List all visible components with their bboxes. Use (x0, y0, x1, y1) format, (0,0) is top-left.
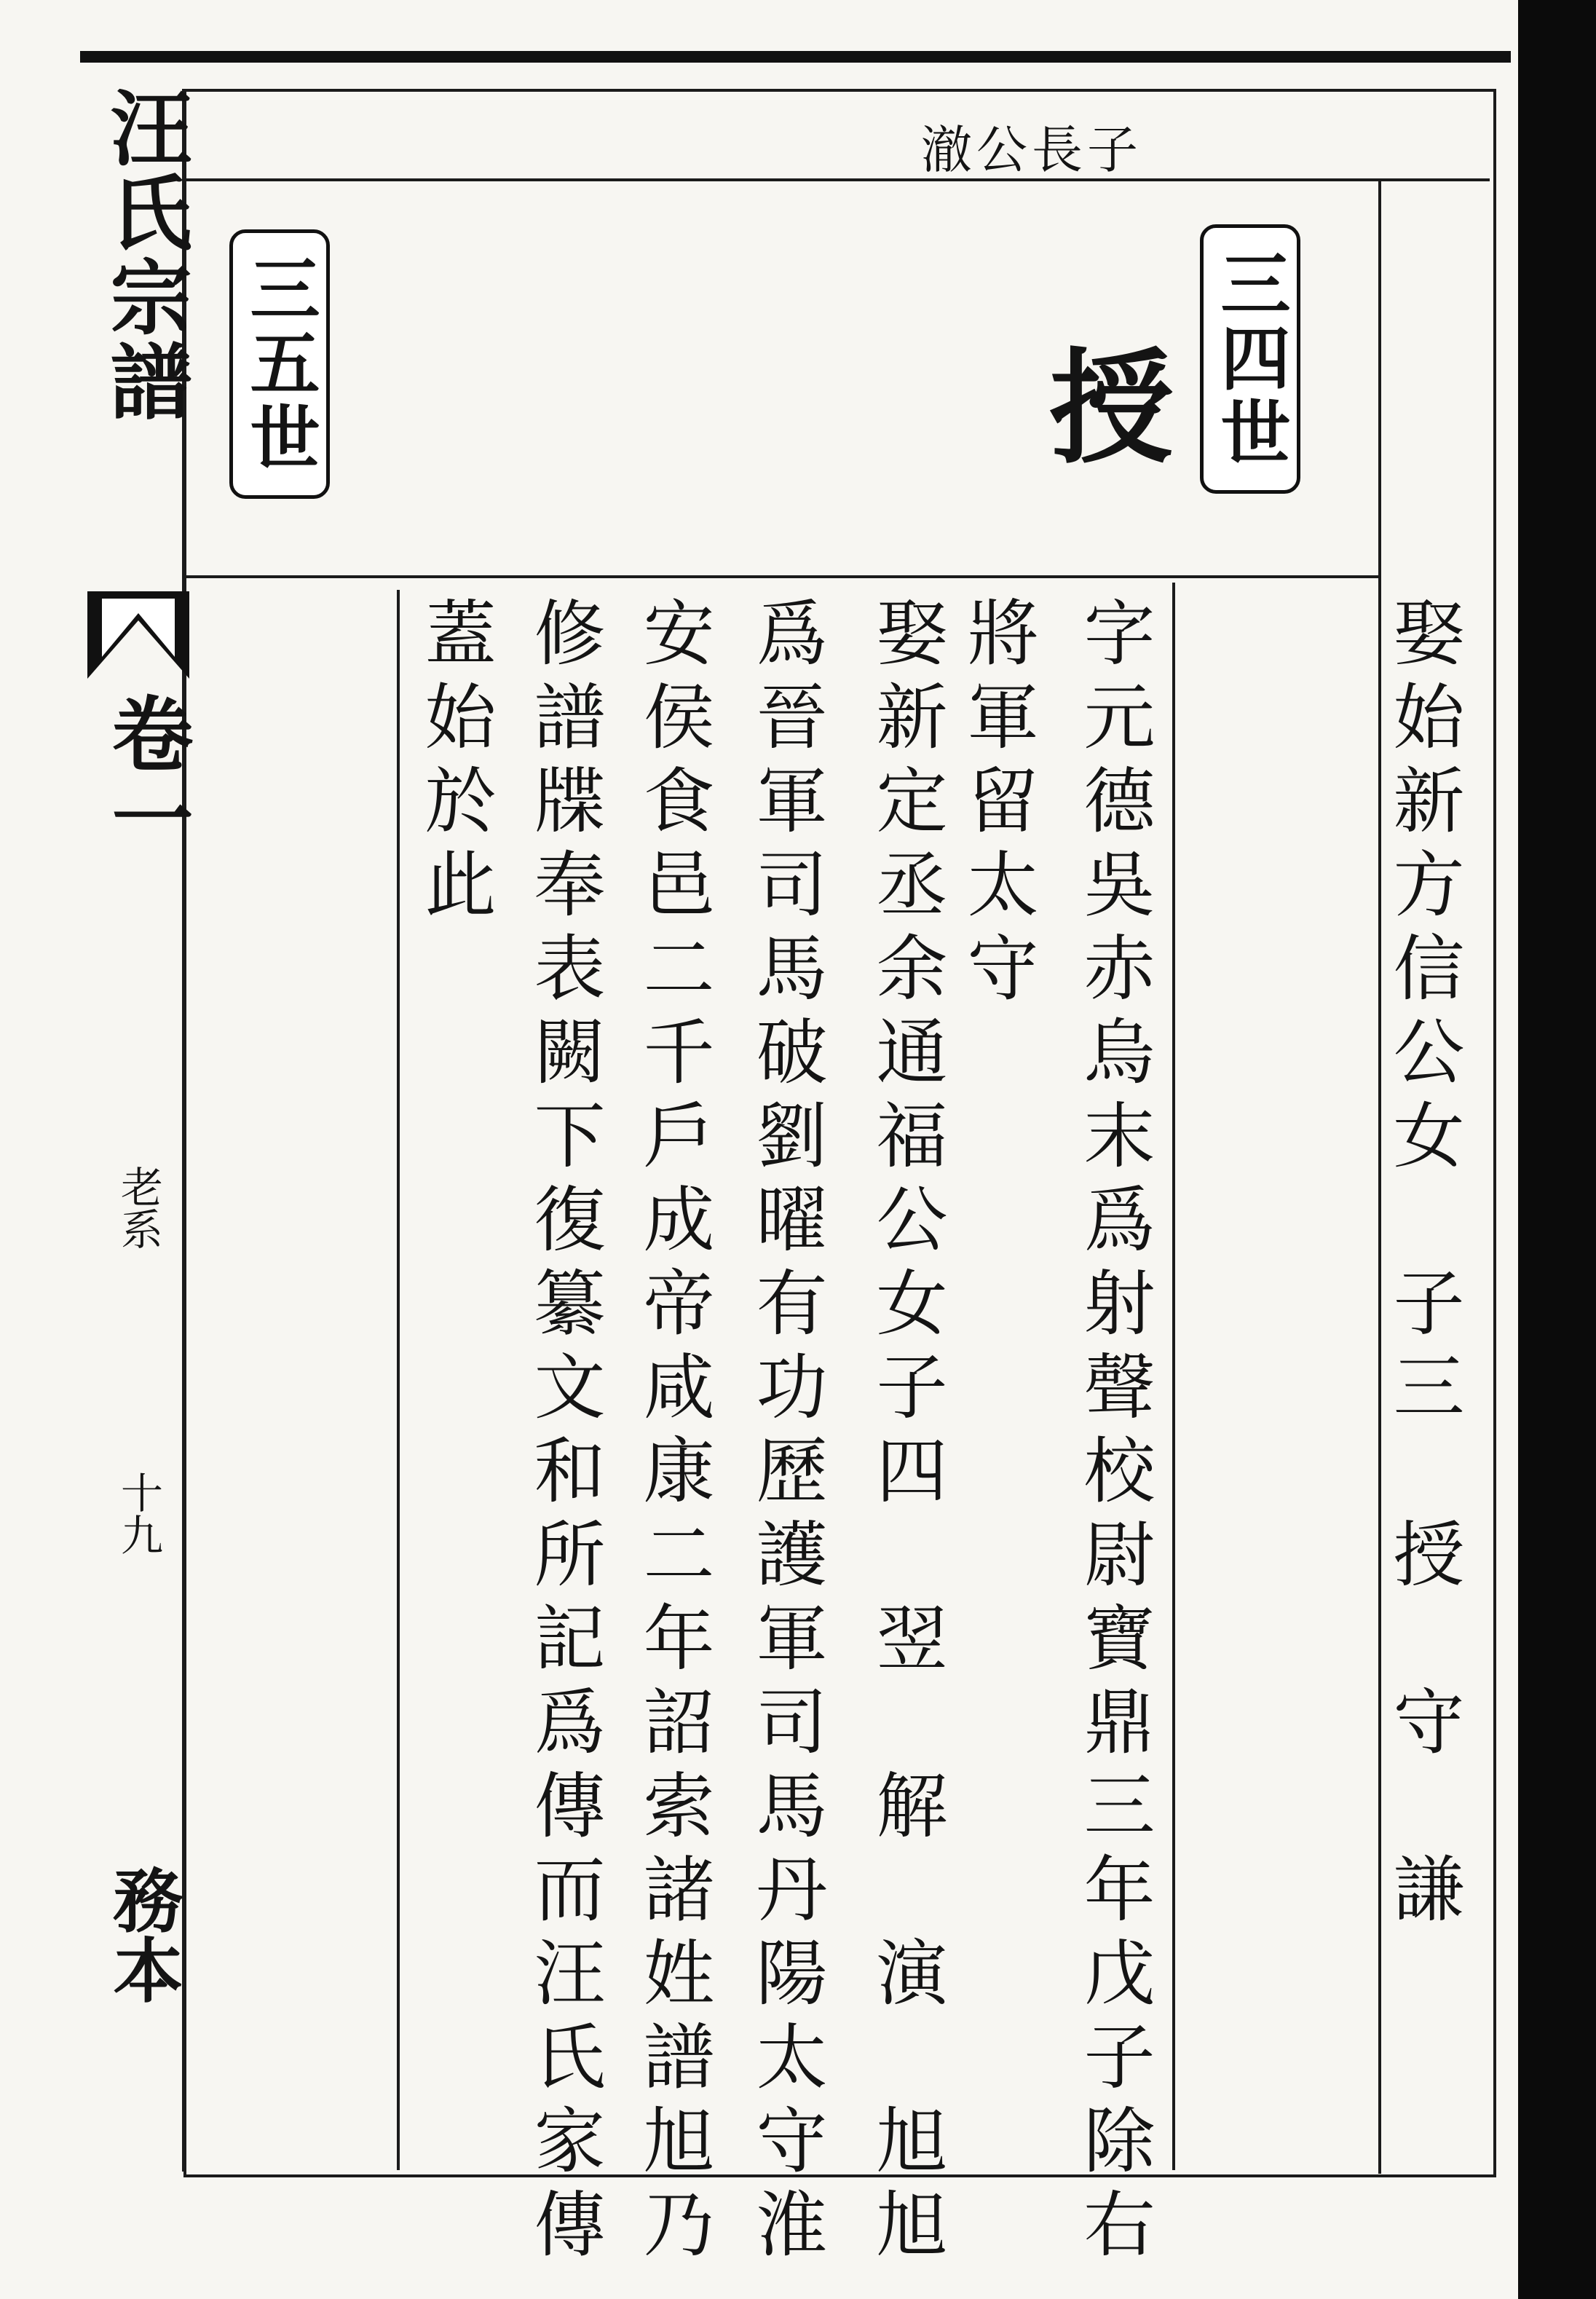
bio-column-6: 安侯食邑二千戶成帝咸康二年詔索諸姓譜旭乃 (631, 596, 714, 2271)
text-block-rule-left (397, 590, 400, 2170)
generation-label-left: 三五世 (229, 229, 330, 499)
bio-column-8: 蓋始於此 (413, 596, 496, 931)
header-divider (186, 178, 1490, 181)
top-border-rule (80, 51, 1511, 63)
spine-note-bottom: 務本 (102, 1864, 184, 2004)
header-caption: 澈公長子 (921, 120, 1142, 180)
person-name: 授 (1028, 342, 1174, 466)
generation-label-right: 三四世 (1200, 224, 1300, 494)
bio-column-5: 爲晉軍司馬破劉曜有功歷護軍司馬丹陽太守淮 (744, 596, 827, 2271)
text-block-rule-right (1172, 583, 1175, 2170)
generation-band-divider (186, 575, 1380, 578)
spine-note-top: 老系 (114, 1165, 163, 1250)
bio-column-2: 字元德吳赤烏末爲射聲校尉寶鼎三年戊子除右 (1072, 596, 1155, 2271)
bio-column-3: 將軍留太守 (955, 596, 1038, 1014)
spine-fishtail-mark (87, 591, 189, 679)
scan-edge-shadow (1518, 0, 1596, 2299)
spine-note-mid: 十九 (114, 1471, 163, 1555)
bio-column-1: 娶始新方信公女 子三 授 守 謙 (1381, 596, 1464, 1936)
spine-volume: 卷一 (98, 692, 194, 861)
bio-column-4: 娶新定丞余通福公女子四 翌 解 演 旭旭 (864, 596, 947, 2271)
bio-column-7: 修譜牒奉表闕下復纂文和所記爲傳而汪氏家傳 (522, 596, 605, 2271)
spine-title: 汪氏宗譜 (97, 86, 192, 424)
